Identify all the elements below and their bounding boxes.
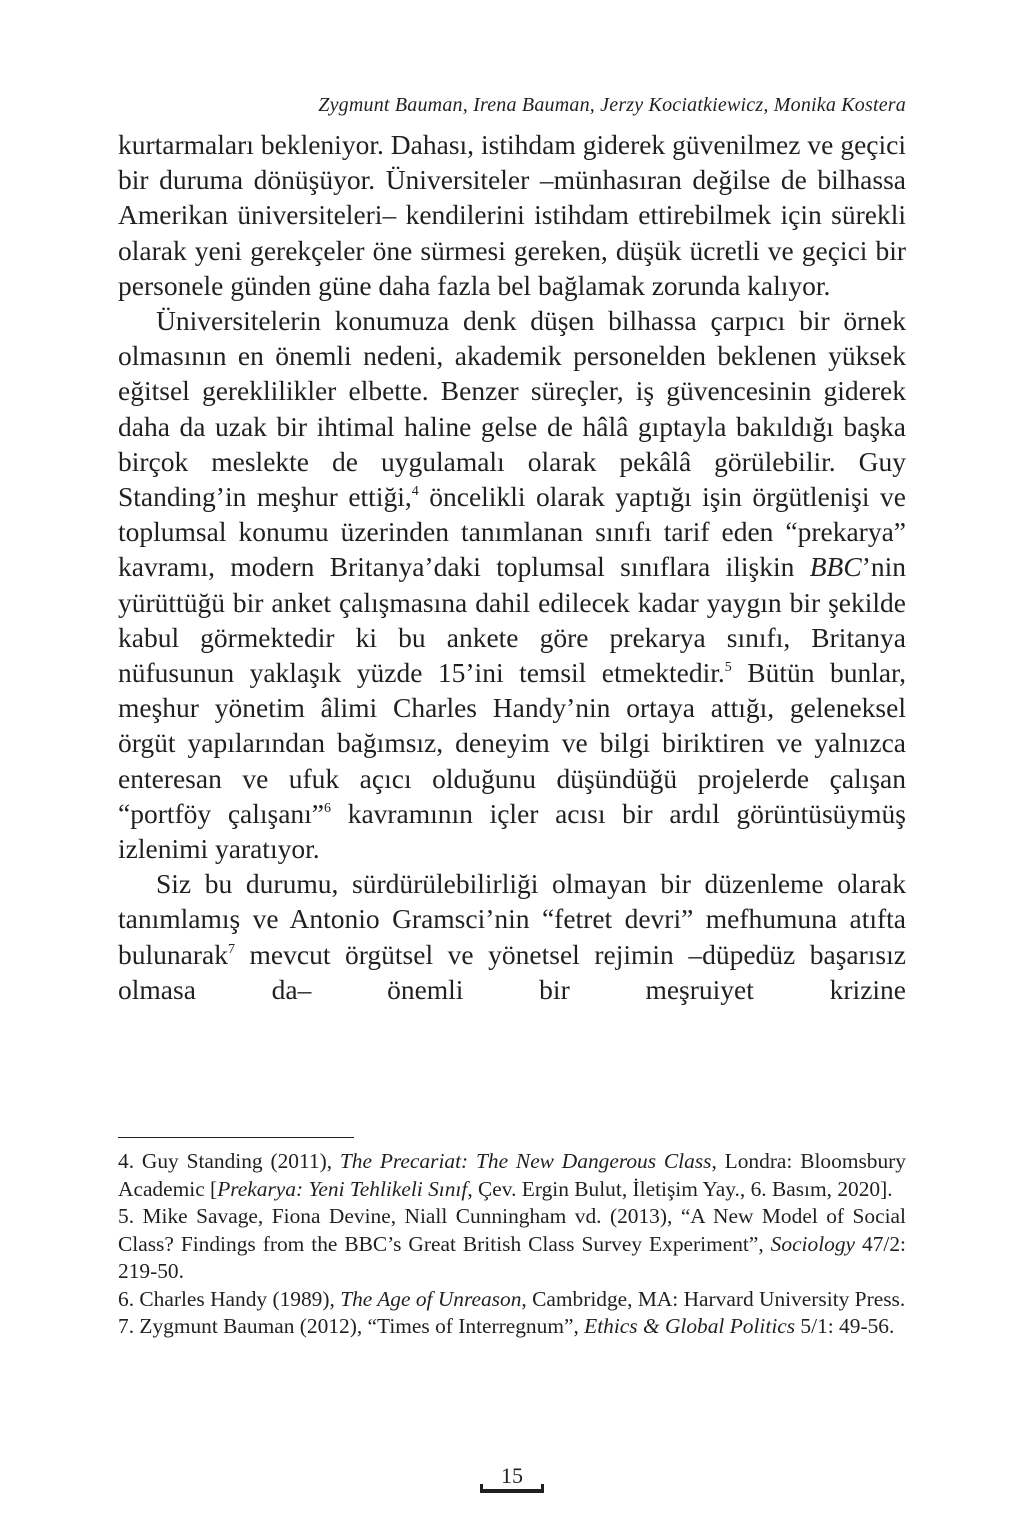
paragraph-2-text-c: ’nin yürüttüğü bir anket çalışmasına dahil edilecek kadar yaygın bir şekilde kabul görmektedir ki bu ankete göre prekarya sınıfı, Britanya nüfusunun yaklaşık yüzde 15’ini temsil etmektedir.	[118, 551, 906, 689]
footnote-7	[118, 1313, 906, 1341]
paragraph-2-text-b: öncelikli olarak yaptığı işin örgütlenişi ve toplumsal konumu üzerinden tanımlanan sınıfı tarif eden “prekarya” kavramı, modern Britanya’daki toplumsal sınıflara ilişkin	[118, 481, 906, 583]
footnote-5-text-a: 5. Mike Savage, Fiona Devine, Niall Cunningham vd. (2013), “A New Model of Social Class? Findings from the BBC’s Great British Class Survey Experiment”,	[118, 1204, 906, 1256]
footnote-4-text-a: 4. Guy Standing (2011),	[118, 1149, 340, 1173]
footnote-4-title-tr: Prekarya: Yeni Tehlikeli Sınıf	[217, 1176, 468, 1201]
footnote-ref-7[interactable]: 7	[227, 941, 235, 957]
footnote-6-text-a: 6. Charles Handy (1989),	[118, 1286, 341, 1311]
paragraph-1: kurtarmaları bekleniyor. Dahası, istihdam giderek güvenilmez ve geçici bir duruma dönüşüyor. Üniversiteler –münhasıran değilse de bilhassa Amerikan üniversiteleri– kendilerini istihdam ettirebilmek için sürekli olarak yeni gerekçeler öne sürmesi gereken, düşük ücretli ve geçici bir personele günden güne daha fazla bel bağlamak zorunda kalıyor.	[118, 129, 906, 301]
footnote-4-text-c: , Çev. Ergin Bulut, İletişim Yay., 6. Basım, 2020].	[467, 1176, 893, 1201]
body-text	[118, 127, 906, 1007]
paragraph-3	[118, 866, 906, 1007]
footnote-7-text-a: 7. Zygmunt Bauman (2012), “Times of Interregnum”,	[118, 1314, 585, 1338]
footnote-7-text-b: 5/1: 49-56.	[795, 1314, 895, 1338]
paragraph-2-text-a: Üniversitelerin konumuza denk düşen bilhassa çarpıcı bir örnek olmasının en önemli nedeni, akademik personelden beklenen yüksek eğitsel gereklilikler elbette. Benzer süreçler, iş güvencesinin giderek daha da uzak bir ihtimal haline gelse de hâlâ gıptayla bakıldığı başka birçok meslekte de uygulamalı olarak pekâlâ görülebilir. Guy Standing’in meşhur ettiği,	[118, 305, 906, 513]
footnote-ref-4[interactable]: 4	[411, 484, 419, 500]
footnote-separator	[118, 1137, 354, 1138]
paragraph-3-text-b: mevcut örgütsel ve yönetsel rejimin –düpedüz başarısız olmasa da– önemli bir meşruiyet krizine	[118, 938, 906, 1005]
page-number: 15	[501, 1463, 523, 1488]
footnote-6	[118, 1286, 906, 1314]
paragraph-3-text-a: Siz bu durumu, sürdürülebilirliği olmayan bir düzenleme olarak tanımlamış ve Antonio Gramsci’nin “fetret devri” mefhumuna atıfta bulunarak	[118, 868, 906, 970]
footnote-4	[118, 1148, 906, 1203]
footnote-5-text-b: 47/2: 219-50.	[118, 1231, 906, 1283]
footnote-ref-5[interactable]: 5	[724, 660, 732, 676]
footnote-ref-6[interactable]: 6	[324, 800, 332, 816]
footnote-4-title: The Precariat: The New Dangerous Class	[339, 1149, 712, 1173]
footnote-5	[118, 1203, 906, 1286]
folio-ornament	[480, 1489, 544, 1493]
footnotes	[118, 1148, 906, 1341]
footnote-7-journal: Ethics & Global Politics	[584, 1314, 796, 1338]
footnote-4-text-b: , Londra: Bloomsbury Academic [	[118, 1149, 906, 1201]
footnote-6-text-b: , Cambridge, MA: Harvard University Press.	[521, 1286, 906, 1311]
bbc-italic: BBC	[809, 551, 862, 583]
paragraph-2	[118, 303, 906, 866]
running-header: Zygmunt Bauman, Irena Bauman, Jerzy Kociatkiewicz, Monika Kostera	[318, 94, 906, 116]
paragraph-2-text-d: Bütün bunlar, meşhur yönetim âlimi Charles Handy’nin ortaya attığı, geleneksel örgüt yapılarından bağımsız, deneyim ve bilgi biriktiren ve yalnızca enteresan ve ufuk açıcı olduğunu düşündüğü projelerde çalışan “portföy çalışanı”	[118, 657, 906, 829]
page-footer	[477, 1463, 547, 1503]
footnote-6-title: The Age of Unreason	[340, 1286, 522, 1311]
footnote-5-journal: Sociology	[770, 1231, 856, 1256]
paragraph-2-text-e: kavramının içler acısı bir ardıl görüntüsüymüş izlenimi yaratıyor.	[118, 797, 907, 865]
